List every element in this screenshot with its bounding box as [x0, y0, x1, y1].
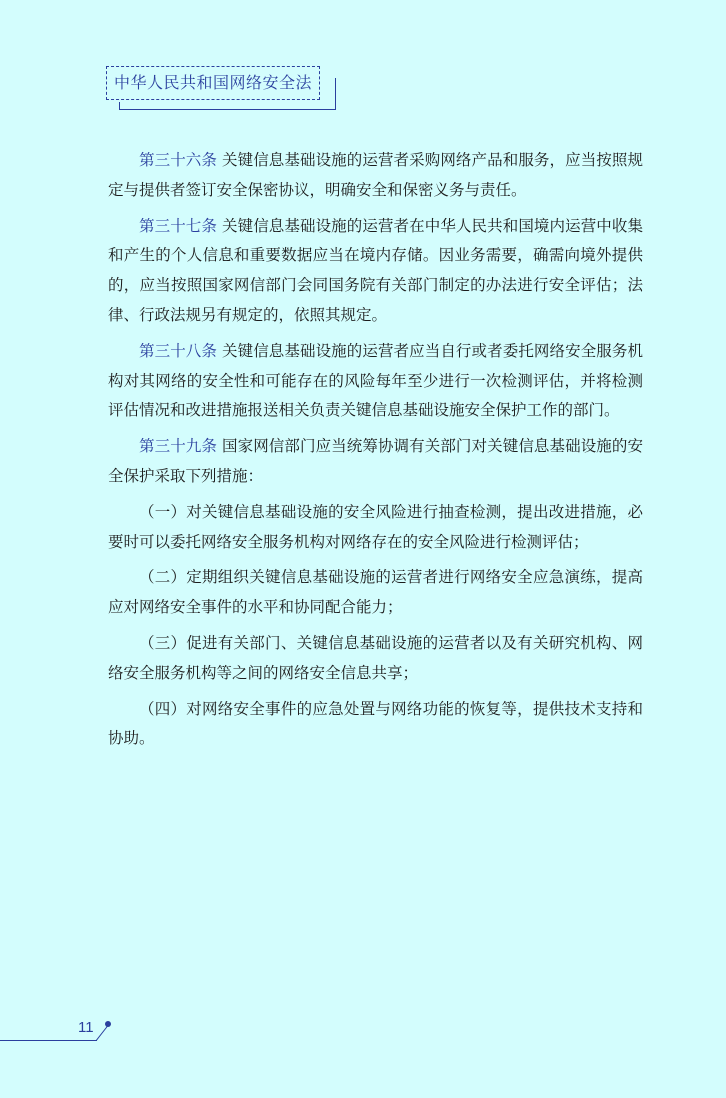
article-37: [108, 212, 643, 331]
page-body: [108, 146, 643, 760]
article-36: [108, 146, 643, 206]
footer-slash-decoration: [96, 1026, 108, 1041]
list-item: （三）促进有关部门、关键信息基础设施的运营者以及有关研究机构、网络安全服务机构等之间的网络安全信息共享；: [108, 633, 643, 682]
article-number: 第三十七条: [139, 216, 217, 235]
running-header: [106, 66, 336, 112]
page-number: 11: [78, 1019, 94, 1036]
footer-rule: [0, 1040, 97, 1041]
list-item: （二）定期组织关键信息基础设施的运营者进行网络安全应急演练，提高应对网络安全事件的水平和协同配合能力；: [108, 568, 643, 617]
article-number: 第三十九条: [139, 437, 217, 456]
list-item: （一）对关键信息基础设施的安全风险进行抽查检测，提出改进措施，必要时可以委托网络安全服务机构对网络存在的安全风险进行检测评估；: [108, 502, 643, 551]
article-text: 关键信息基础设施的运营者在中华人民共和国境内运营中收集和产生的个人信息和重要数据应当在境内存储。因业务需要，确需向境外提供的，应当按照国家网信部门会同国务院有关部门制定的办法进行安全评估；法律、行政法规另有规定的，依照其规定。: [108, 216, 643, 324]
article-number: 第三十八条: [139, 341, 217, 360]
header-title: 中华人民共和国网络安全法: [113, 73, 312, 92]
article-text: 关键信息基础设施的运营者应当自行或者委托网络安全服务机构对其网络的安全性和可能存在的风险每年至少进行一次检测评估，并将检测评估情况和改进措施报送相关负责关键信息基础设施安全保护工作的部门。: [108, 341, 643, 420]
article-text: 国家网信部门应当统筹协调有关部门对关键信息基础设施的安全保护采取下列措施：: [108, 437, 643, 485]
article-38: [108, 337, 643, 426]
article-text: 关键信息基础设施的运营者采购网络产品和服务，应当按照规定与提供者签订安全保密协议，明确安全和保密义务与责任。: [108, 151, 643, 199]
footer-dot-decoration: [105, 1021, 111, 1027]
article-39: [108, 432, 643, 492]
list-item: （四）对网络安全事件的应急处置与网络功能的恢复等，提供技术支持和协助。: [108, 699, 643, 748]
article-number: 第三十六条: [139, 151, 217, 169]
